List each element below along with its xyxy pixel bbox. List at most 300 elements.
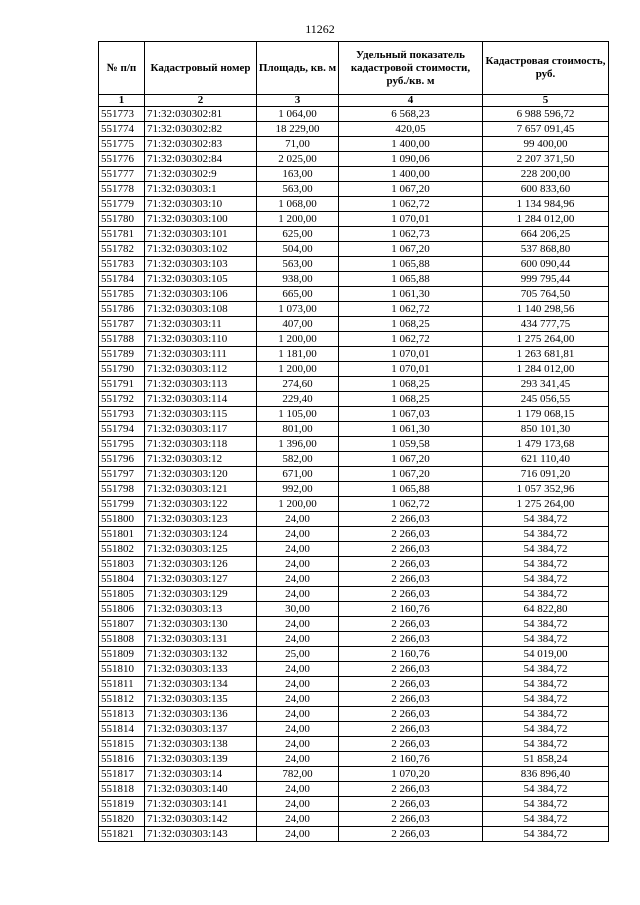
area-value: 582,00 [257,452,339,467]
table-row [99,557,609,572]
row-index: 551811 [99,677,145,692]
cadastral-number: 71:32:030303:14 [145,767,257,782]
table-row [99,692,609,707]
cadastral-value: 850 101,30 [483,422,609,437]
area-value: 24,00 [257,692,339,707]
area-value: 992,00 [257,482,339,497]
row-index: 551775 [99,137,145,152]
cadastral-number: 71:32:030303:118 [145,437,257,452]
cadastral-number: 71:32:030303:135 [145,692,257,707]
row-index: 551813 [99,707,145,722]
specific-value: 2 160,76 [339,602,483,617]
area-value: 24,00 [257,527,339,542]
specific-value: 2 266,03 [339,527,483,542]
row-index: 551819 [99,797,145,812]
cadastral-value: 54 384,72 [483,557,609,572]
cadastral-number: 71:32:030303:11 [145,317,257,332]
area-value: 1 105,00 [257,407,339,422]
row-index: 551802 [99,542,145,557]
cadastral-number: 71:32:030303:123 [145,512,257,527]
area-value: 24,00 [257,557,339,572]
cadastral-number: 71:32:030302:9 [145,167,257,182]
cadastral-number: 71:32:030303:114 [145,392,257,407]
specific-value: 2 266,03 [339,662,483,677]
row-index: 551785 [99,287,145,302]
row-index: 551783 [99,257,145,272]
specific-value: 2 266,03 [339,737,483,752]
table-row [99,767,609,782]
cadastral-number: 71:32:030303:134 [145,677,257,692]
area-value: 163,00 [257,167,339,182]
specific-value: 2 266,03 [339,557,483,572]
cadastral-value: 1 140 298,56 [483,302,609,317]
table-row [99,662,609,677]
cadastral-value: 1 275 264,00 [483,332,609,347]
specific-value: 2 266,03 [339,677,483,692]
header-cadastral-value: Кадастровая стоимость, руб. [483,42,609,95]
row-index: 551779 [99,197,145,212]
table-body [99,107,609,842]
cadastral-number: 71:32:030303:125 [145,542,257,557]
specific-value: 1 067,20 [339,182,483,197]
table-row [99,137,609,152]
cadastral-number: 71:32:030303:126 [145,557,257,572]
area-value: 1 073,00 [257,302,339,317]
cadastral-number: 71:32:030303:106 [145,287,257,302]
area-value: 71,00 [257,137,339,152]
table-row [99,497,609,512]
cadastral-number: 71:32:030303:139 [145,752,257,767]
specific-value: 1 062,72 [339,197,483,212]
cadastral-value: 716 091,20 [483,467,609,482]
specific-value: 6 568,23 [339,107,483,122]
row-index: 551797 [99,467,145,482]
cadastral-number: 71:32:030303:133 [145,662,257,677]
cadastral-value: 54 384,72 [483,587,609,602]
row-index: 551818 [99,782,145,797]
cadastral-value: 1 479 173,68 [483,437,609,452]
table-row [99,377,609,392]
area-value: 24,00 [257,797,339,812]
specific-value: 2 266,03 [339,812,483,827]
specific-value: 1 062,72 [339,332,483,347]
cadastral-number: 71:32:030303:129 [145,587,257,602]
area-value: 274,60 [257,377,339,392]
table-row [99,362,609,377]
table-row [99,167,609,182]
row-index: 551814 [99,722,145,737]
cadastral-value: 54 384,72 [483,677,609,692]
table-row [99,152,609,167]
specific-value: 1 070,01 [339,362,483,377]
cadastral-number: 71:32:030303:100 [145,212,257,227]
cadastral-value: 1 263 681,81 [483,347,609,362]
row-index: 551809 [99,647,145,662]
area-value: 671,00 [257,467,339,482]
cadastral-number: 71:32:030303:13 [145,602,257,617]
row-index: 551799 [99,497,145,512]
area-value: 229,40 [257,392,339,407]
row-index: 551807 [99,617,145,632]
specific-value: 1 062,72 [339,302,483,317]
row-index: 551784 [99,272,145,287]
cadastral-number: 71:32:030303:113 [145,377,257,392]
table-row [99,257,609,272]
cadastral-value: 1 179 068,15 [483,407,609,422]
area-value: 1 396,00 [257,437,339,452]
cadastral-value: 6 988 596,72 [483,107,609,122]
row-index: 551798 [99,482,145,497]
table-header-row [99,42,609,95]
table-row [99,452,609,467]
area-value: 563,00 [257,182,339,197]
area-value: 1 200,00 [257,497,339,512]
specific-value: 2 266,03 [339,587,483,602]
cadastral-value: 54 384,72 [483,782,609,797]
cadastral-number: 71:32:030302:82 [145,122,257,137]
cadastral-number: 71:32:030303:1 [145,182,257,197]
header-specific-value: Удельный показатель кадастровой стоимости, руб./кв. м [339,42,483,95]
specific-value: 2 266,03 [339,707,483,722]
cadastral-value: 621 110,40 [483,452,609,467]
table-row [99,272,609,287]
table-row [99,827,609,842]
area-value: 24,00 [257,812,339,827]
row-index: 551810 [99,662,145,677]
table-row [99,227,609,242]
area-value: 18 229,00 [257,122,339,137]
area-value: 25,00 [257,647,339,662]
specific-value: 1 068,25 [339,377,483,392]
column-number: 3 [257,95,339,107]
cadastral-value: 1 057 352,96 [483,482,609,497]
specific-value: 1 067,03 [339,407,483,422]
row-index: 551804 [99,572,145,587]
table-row [99,422,609,437]
cadastral-value: 64 822,80 [483,602,609,617]
cadastral-number: 71:32:030303:110 [145,332,257,347]
cadastral-value: 54 384,72 [483,632,609,647]
specific-value: 2 266,03 [339,512,483,527]
area-value: 801,00 [257,422,339,437]
row-index: 551808 [99,632,145,647]
cadastral-number: 71:32:030303:141 [145,797,257,812]
table-row [99,317,609,332]
area-value: 1 064,00 [257,107,339,122]
specific-value: 1 068,25 [339,392,483,407]
page-number: 11262 [305,22,335,36]
area-value: 1 181,00 [257,347,339,362]
cadastral-number: 71:32:030303:111 [145,347,257,362]
cadastral-value: 600 090,44 [483,257,609,272]
specific-value: 1 059,58 [339,437,483,452]
cadastral-value: 51 858,24 [483,752,609,767]
cadastral-number: 71:32:030303:121 [145,482,257,497]
area-value: 24,00 [257,662,339,677]
specific-value: 1 400,00 [339,137,483,152]
cadastral-value: 54 019,00 [483,647,609,662]
table-row [99,617,609,632]
area-value: 1 068,00 [257,197,339,212]
specific-value: 2 266,03 [339,632,483,647]
row-index: 551812 [99,692,145,707]
cadastral-number: 71:32:030303:138 [145,737,257,752]
row-index: 551774 [99,122,145,137]
table-row [99,197,609,212]
cadastral-value: 664 206,25 [483,227,609,242]
cadastral-value: 836 896,40 [483,767,609,782]
column-number: 2 [145,95,257,107]
row-index: 551800 [99,512,145,527]
column-number-row [99,95,609,107]
row-index: 551806 [99,602,145,617]
row-index: 551778 [99,182,145,197]
row-index: 551820 [99,812,145,827]
cadastral-value: 434 777,75 [483,317,609,332]
row-index: 551815 [99,737,145,752]
table-row [99,287,609,302]
table-row [99,677,609,692]
specific-value: 1 070,01 [339,212,483,227]
cadastral-number: 71:32:030303:130 [145,617,257,632]
cadastral-value: 54 384,72 [483,542,609,557]
column-number: 4 [339,95,483,107]
row-index: 551773 [99,107,145,122]
cadastral-number: 71:32:030303:112 [145,362,257,377]
table-row [99,722,609,737]
row-index: 551805 [99,587,145,602]
area-value: 407,00 [257,317,339,332]
cadastral-number: 71:32:030303:132 [145,647,257,662]
specific-value: 1 062,72 [339,497,483,512]
cadastral-number: 71:32:030303:105 [145,272,257,287]
cadastral-value: 537 868,80 [483,242,609,257]
area-value: 24,00 [257,512,339,527]
cadastral-value: 54 384,72 [483,707,609,722]
cadastral-number: 71:32:030303:115 [145,407,257,422]
cadastral-value: 7 657 091,45 [483,122,609,137]
cadastral-number: 71:32:030303:136 [145,707,257,722]
cadastral-number: 71:32:030303:131 [145,632,257,647]
area-value: 665,00 [257,287,339,302]
row-index: 551787 [99,317,145,332]
area-value: 1 200,00 [257,332,339,347]
table-row [99,332,609,347]
specific-value: 1 067,20 [339,242,483,257]
cadastral-value: 54 384,72 [483,617,609,632]
table-row [99,797,609,812]
area-value: 24,00 [257,722,339,737]
area-value: 24,00 [257,827,339,842]
specific-value: 2 266,03 [339,692,483,707]
specific-value: 2 160,76 [339,647,483,662]
table-row [99,107,609,122]
cadastral-value: 54 384,72 [483,827,609,842]
table-row [99,647,609,662]
table-row [99,392,609,407]
cadastral-value: 54 384,72 [483,527,609,542]
table-row [99,812,609,827]
specific-value: 1 061,30 [339,422,483,437]
area-value: 2 025,00 [257,152,339,167]
table-row [99,512,609,527]
area-value: 625,00 [257,227,339,242]
cadastral-number: 71:32:030303:102 [145,242,257,257]
cadastral-number: 71:32:030303:124 [145,527,257,542]
area-value: 24,00 [257,632,339,647]
header-area: Площадь, кв. м [257,42,339,95]
cadastral-value: 54 384,72 [483,572,609,587]
area-value: 1 200,00 [257,362,339,377]
cadastral-value: 54 384,72 [483,797,609,812]
cadastral-number: 71:32:030302:81 [145,107,257,122]
table-row [99,212,609,227]
specific-value: 2 266,03 [339,617,483,632]
area-value: 24,00 [257,752,339,767]
cadastral-value: 245 056,55 [483,392,609,407]
row-index: 551786 [99,302,145,317]
table-row [99,572,609,587]
specific-value: 1 400,00 [339,167,483,182]
table-row [99,242,609,257]
row-index: 551792 [99,392,145,407]
cadastral-number: 71:32:030303:103 [145,257,257,272]
cadastral-value: 228 200,00 [483,167,609,182]
specific-value: 1 065,88 [339,257,483,272]
cadastral-number: 71:32:030303:137 [145,722,257,737]
cadastral-value: 54 384,72 [483,662,609,677]
area-value: 938,00 [257,272,339,287]
table-row [99,602,609,617]
cadastral-value: 54 384,72 [483,692,609,707]
specific-value: 1 068,25 [339,317,483,332]
specific-value: 1 070,01 [339,347,483,362]
specific-value: 1 067,20 [339,452,483,467]
area-value: 24,00 [257,782,339,797]
row-index: 551794 [99,422,145,437]
specific-value: 2 266,03 [339,827,483,842]
cadastral-value: 293 341,45 [483,377,609,392]
table-row [99,302,609,317]
row-index: 551793 [99,407,145,422]
cadastral-number: 71:32:030303:127 [145,572,257,587]
specific-value: 1 090,06 [339,152,483,167]
cadastral-value: 54 384,72 [483,737,609,752]
specific-value: 1 067,20 [339,467,483,482]
area-value: 504,00 [257,242,339,257]
row-index: 551782 [99,242,145,257]
cadastral-number: 71:32:030303:140 [145,782,257,797]
row-index: 551821 [99,827,145,842]
cadastral-value: 54 384,72 [483,812,609,827]
row-index: 551817 [99,767,145,782]
cadastral-value: 99 400,00 [483,137,609,152]
area-value: 24,00 [257,587,339,602]
header-cadastral-number: Кадастровый номер [145,42,257,95]
specific-value: 1 061,30 [339,287,483,302]
table-row [99,347,609,362]
row-index: 551776 [99,152,145,167]
cadastral-value: 600 833,60 [483,182,609,197]
specific-value: 1 065,88 [339,272,483,287]
table-row [99,437,609,452]
table-row [99,122,609,137]
specific-value: 1 065,88 [339,482,483,497]
column-number: 5 [483,95,609,107]
specific-value: 2 266,03 [339,572,483,587]
table-row [99,752,609,767]
table-row [99,542,609,557]
specific-value: 2 266,03 [339,782,483,797]
column-number: 1 [99,95,145,107]
row-index: 551816 [99,752,145,767]
row-index: 551781 [99,227,145,242]
row-index: 551795 [99,437,145,452]
row-index: 551803 [99,557,145,572]
specific-value: 2 160,76 [339,752,483,767]
table-row [99,782,609,797]
cadastral-value-table [98,41,609,842]
row-index: 551790 [99,362,145,377]
row-index: 551801 [99,527,145,542]
cadastral-number: 71:32:030303:108 [145,302,257,317]
row-index: 551789 [99,347,145,362]
area-value: 24,00 [257,617,339,632]
row-index: 551788 [99,332,145,347]
area-value: 24,00 [257,677,339,692]
cadastral-number: 71:32:030303:10 [145,197,257,212]
cadastral-value: 705 764,50 [483,287,609,302]
table-row [99,482,609,497]
specific-value: 2 266,03 [339,542,483,557]
table-row [99,407,609,422]
specific-value: 2 266,03 [339,722,483,737]
cadastral-value: 1 275 264,00 [483,497,609,512]
area-value: 1 200,00 [257,212,339,227]
cadastral-number: 71:32:030303:122 [145,497,257,512]
table-row [99,467,609,482]
cadastral-number: 71:32:030303:101 [145,227,257,242]
area-value: 24,00 [257,572,339,587]
table-row [99,527,609,542]
row-index: 551780 [99,212,145,227]
table-row [99,632,609,647]
table-row [99,707,609,722]
cadastral-number: 71:32:030303:12 [145,452,257,467]
cadastral-number: 71:32:030303:120 [145,467,257,482]
area-value: 24,00 [257,707,339,722]
table-row [99,587,609,602]
specific-value: 1 062,73 [339,227,483,242]
cadastral-value: 999 795,44 [483,272,609,287]
specific-value: 420,05 [339,122,483,137]
area-value: 30,00 [257,602,339,617]
cadastral-number: 71:32:030302:84 [145,152,257,167]
cadastral-value: 54 384,72 [483,512,609,527]
area-value: 563,00 [257,257,339,272]
area-value: 782,00 [257,767,339,782]
row-index: 551796 [99,452,145,467]
cadastral-number: 71:32:030303:142 [145,812,257,827]
cadastral-value: 1 284 012,00 [483,362,609,377]
specific-value: 1 070,20 [339,767,483,782]
row-index: 551791 [99,377,145,392]
cadastral-number: 71:32:030302:83 [145,137,257,152]
row-index: 551777 [99,167,145,182]
table-row [99,182,609,197]
cadastral-value: 1 134 984,96 [483,197,609,212]
table-row [99,737,609,752]
